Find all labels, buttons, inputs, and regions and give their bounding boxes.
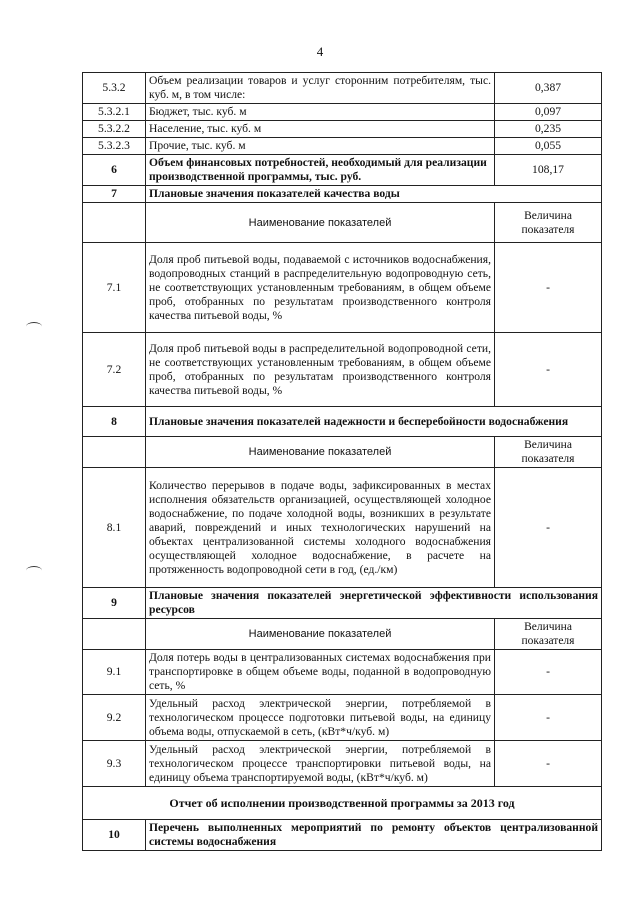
row-text: Бюджет, тыс. куб. м (146, 104, 495, 121)
table-row (83, 104, 602, 121)
section-title: Плановые значения показателей надежности и бесперебойности водоснабжения (146, 407, 602, 437)
table-row (83, 650, 602, 695)
row-value: 0,387 (495, 73, 602, 104)
margin-mark (26, 566, 42, 575)
section-number: 7 (83, 186, 146, 203)
row-value: - (495, 741, 602, 787)
table-row (83, 73, 602, 104)
report-heading-row (83, 787, 602, 820)
empty-cell (83, 619, 146, 650)
indicator-value-header: Величина показателя (495, 619, 602, 650)
section-title: Перечень выполненных мероприятий по ремонту объектов централизованной системы водоснабжения (146, 820, 602, 851)
indicator-value-header: Величина показателя (495, 437, 602, 468)
section-heading-row (83, 407, 602, 437)
row-text: Удельный расход электрической энергии, потребляемой в технологическом процессе подготовки питьевой воды, на единицу объема воды, отпускаемой в сеть, (кВт*ч/куб. м) (146, 695, 495, 741)
column-header-row (83, 619, 602, 650)
row-text: Объем финансовых потребностей, необходимый для реализации производственной программы, тыс. руб. (146, 155, 495, 186)
row-text: Население, тыс. куб. м (146, 121, 495, 138)
page-number: 4 (316, 44, 324, 59)
row-value: - (495, 695, 602, 741)
table-row (83, 695, 602, 741)
row-number: 5.3.2.1 (83, 104, 146, 121)
empty-cell (83, 437, 146, 468)
section-number: 10 (83, 820, 146, 851)
empty-cell (83, 203, 146, 243)
row-value: 0,097 (495, 104, 602, 121)
section-title: Плановые значения показателей энергетической эффективности использования ресурсов (146, 588, 602, 619)
row-value: - (495, 468, 602, 588)
row-text: Удельный расход электрической энергии, потребляемой в технологическом процессе транспортировки питьевой воды, на единицу объема транспортируемой воды, (кВт*ч/куб. м) (146, 741, 495, 787)
section-number: 9 (83, 588, 146, 619)
indicator-value-header: Величина показателя (495, 203, 602, 243)
row-value: - (495, 333, 602, 407)
row-value: - (495, 650, 602, 695)
section-heading-row (83, 588, 602, 619)
table-row (83, 333, 602, 407)
report-heading: Отчет об исполнении производственной программы за 2013 год (83, 787, 602, 820)
section-title: Плановые значения показателей качества воды (146, 186, 602, 203)
row-number: 9.2 (83, 695, 146, 741)
section-heading-row (83, 186, 602, 203)
table-row (83, 121, 602, 138)
row-number: 7.1 (83, 243, 146, 333)
row-text: Количество перерывов в подаче воды, зафиксированных в местах исполнения обязательств организацией, осуществляющей холодное водоснабжение, по подаче холодной воды, возникших в результате аварий, повреждений и иных технологических нарушений на объектах централизованной системы холодного водоснабжения осуществляющей холодное водоснабжение, в расчете на протяженность водопроводной сети в год, (ед./км) (146, 468, 495, 588)
row-number: 5.3.2 (83, 73, 146, 104)
row-value: - (495, 243, 602, 333)
table-row (83, 741, 602, 787)
indicator-name-header: Наименование показателей (146, 437, 495, 468)
margin-mark (26, 322, 42, 331)
table-row (83, 243, 602, 333)
column-header-row (83, 203, 602, 243)
section-number: 8 (83, 407, 146, 437)
table-row (83, 468, 602, 588)
row-text: Прочие, тыс. куб. м (146, 138, 495, 155)
row-number: 8.1 (83, 468, 146, 588)
indicator-name-header: Наименование показателей (146, 619, 495, 650)
row-value: 0,235 (495, 121, 602, 138)
row-text: Доля проб питьевой воды, подаваемой с источников водоснабжения, водопроводных станций в распределительную водопроводную сеть, не соответствующих установленным требованиям, в общем объеме проб, отобранных по результатам производственного контроля качества питьевой воды, % (146, 243, 495, 333)
section-heading-row (83, 820, 602, 851)
row-number: 9.3 (83, 741, 146, 787)
row-text: Объем реализации товаров и услуг сторонним потребителям, тыс. куб. м, в том числе: (146, 73, 495, 104)
row-number: 9.1 (83, 650, 146, 695)
column-header-row (83, 437, 602, 468)
program-table (82, 72, 602, 851)
table-row (83, 138, 602, 155)
row-value: 0,055 (495, 138, 602, 155)
row-value: 108,17 (495, 155, 602, 186)
table-row (83, 155, 602, 186)
row-text: Доля потерь воды в централизованных системах водоснабжения при транспортировке в общем объеме воды, поданной в водопроводную сеть, % (146, 650, 495, 695)
row-number: 6 (83, 155, 146, 186)
row-number: 5.3.2.3 (83, 138, 146, 155)
indicator-name-header: Наименование показателей (146, 203, 495, 243)
row-number: 7.2 (83, 333, 146, 407)
row-number: 5.3.2.2 (83, 121, 146, 138)
row-text: Доля проб питьевой воды в распределительной водопроводной сети, не соответствующих установленным требованиям, в общем объеме проб, отобранных по результатам производственного контроля качества питьевой воды, % (146, 333, 495, 407)
